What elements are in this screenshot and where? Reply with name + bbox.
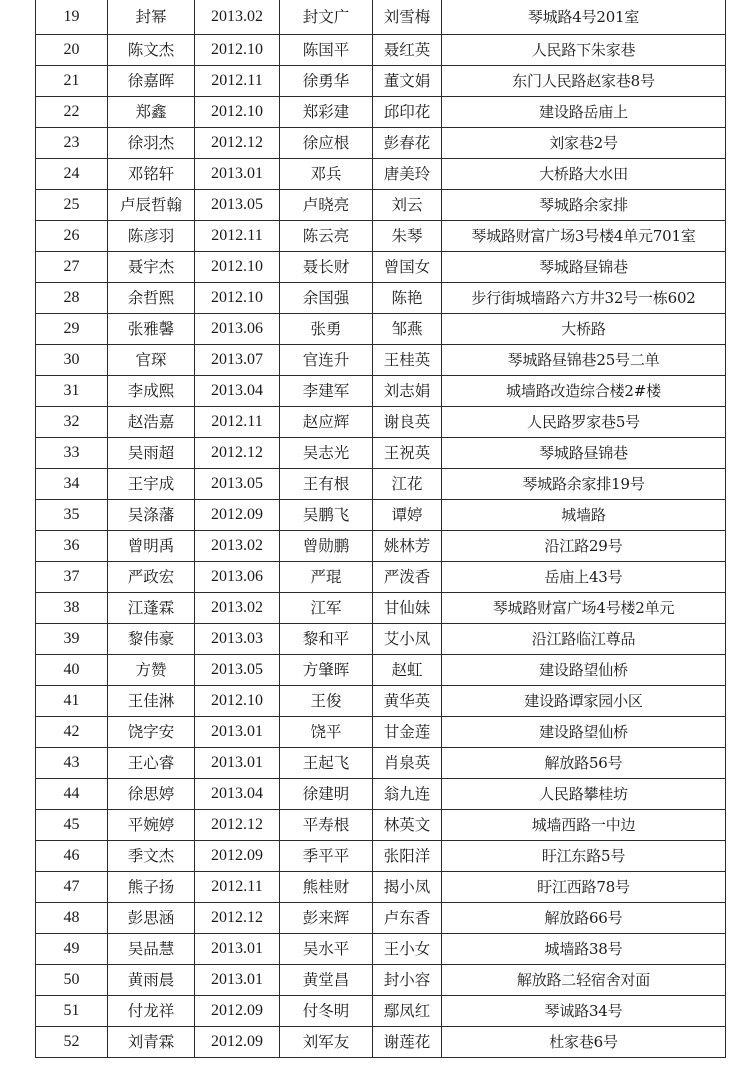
- table-row: [36, 66, 726, 97]
- father-name-cell: 王起飞: [280, 748, 373, 779]
- table-row: [36, 841, 726, 872]
- student-name-cell: 付龙祥: [108, 996, 195, 1027]
- birth-date-cell: 2012.10: [195, 35, 280, 66]
- home-address-cell: 城墙西路一中边: [442, 810, 726, 841]
- father-name-cell: 聂长财: [280, 252, 373, 283]
- home-address-cell: 琴城路昼锦巷: [442, 438, 726, 469]
- student-name-cell: 江蓬霖: [108, 593, 195, 624]
- mother-name-cell: 翁九连: [373, 779, 442, 810]
- student-name-cell: 刘青霖: [108, 1027, 195, 1058]
- birth-date-cell: 2013.07: [195, 345, 280, 376]
- birth-date-cell: 2013.02: [195, 0, 280, 35]
- home-address-cell: 琴城路余家排19号: [442, 469, 726, 500]
- row-number-cell: 20: [36, 35, 108, 66]
- student-name-cell: 王佳淋: [108, 686, 195, 717]
- student-name-cell: 饶字安: [108, 717, 195, 748]
- birth-date-cell: 2013.03: [195, 624, 280, 655]
- father-name-cell: 平寿根: [280, 810, 373, 841]
- father-name-cell: 吴志光: [280, 438, 373, 469]
- home-address-cell: 人民路罗家巷5号: [442, 407, 726, 438]
- father-name-cell: 吴鹏飞: [280, 500, 373, 531]
- home-address-cell: 建设路望仙桥: [442, 717, 726, 748]
- mother-name-cell: 谢莲花: [373, 1027, 442, 1058]
- father-name-cell: 徐应根: [280, 128, 373, 159]
- mother-name-cell: 卢东香: [373, 903, 442, 934]
- father-name-cell: 严琨: [280, 562, 373, 593]
- father-name-cell: 黄堂昌: [280, 965, 373, 996]
- home-address-cell: 岳庙上43号: [442, 562, 726, 593]
- mother-name-cell: 艾小凤: [373, 624, 442, 655]
- row-number-cell: 39: [36, 624, 108, 655]
- home-address-cell: 盱江西路78号: [442, 872, 726, 903]
- home-address-cell: 东门人民路赵家巷8号: [442, 66, 726, 97]
- home-address-cell: 琴城路昼锦巷: [442, 252, 726, 283]
- row-number-cell: 35: [36, 500, 108, 531]
- student-name-cell: 彭思涵: [108, 903, 195, 934]
- home-address-cell: 大桥路大水田: [442, 159, 726, 190]
- mother-name-cell: 刘云: [373, 190, 442, 221]
- home-address-cell: 解放路56号: [442, 748, 726, 779]
- table-row: [36, 624, 726, 655]
- table-row: [36, 221, 726, 252]
- father-name-cell: 季平平: [280, 841, 373, 872]
- table-row: [36, 934, 726, 965]
- mother-name-cell: 甘仙妹: [373, 593, 442, 624]
- home-address-cell: 建设路望仙桥: [442, 655, 726, 686]
- home-address-cell: 建设路谭家园小区: [442, 686, 726, 717]
- father-name-cell: 张勇: [280, 314, 373, 345]
- row-number-cell: 38: [36, 593, 108, 624]
- table-row: [36, 97, 726, 128]
- table-row: [36, 1027, 726, 1058]
- birth-date-cell: 2012.11: [195, 66, 280, 97]
- birth-date-cell: 2012.11: [195, 221, 280, 252]
- table-row: [36, 376, 726, 407]
- mother-name-cell: 张阳洋: [373, 841, 442, 872]
- home-address-cell: 盱江东路5号: [442, 841, 726, 872]
- father-name-cell: 付冬明: [280, 996, 373, 1027]
- student-name-cell: 卢辰哲翰: [108, 190, 195, 221]
- student-name-cell: 黄雨晨: [108, 965, 195, 996]
- home-address-cell: 琴城路昼锦巷25号二单: [442, 345, 726, 376]
- mother-name-cell: 甘金莲: [373, 717, 442, 748]
- table-row: [36, 469, 726, 500]
- row-number-cell: 48: [36, 903, 108, 934]
- mother-name-cell: 谭婷: [373, 500, 442, 531]
- home-address-cell: 琴城路财富广场3号楼4单元701室: [442, 221, 726, 252]
- birth-date-cell: 2012.09: [195, 500, 280, 531]
- birth-date-cell: 2013.01: [195, 965, 280, 996]
- birth-date-cell: 2013.01: [195, 717, 280, 748]
- table-row: [36, 779, 726, 810]
- student-name-cell: 陈彦羽: [108, 221, 195, 252]
- birth-date-cell: 2012.12: [195, 438, 280, 469]
- table-row: [36, 810, 726, 841]
- father-name-cell: 郑彩建: [280, 97, 373, 128]
- mother-name-cell: 刘雪梅: [373, 0, 442, 35]
- student-name-cell: 赵浩嘉: [108, 407, 195, 438]
- table-row: [36, 965, 726, 996]
- home-address-cell: 解放路二轻宿舍对面: [442, 965, 726, 996]
- row-number-cell: 28: [36, 283, 108, 314]
- table-row: [36, 159, 726, 190]
- home-address-cell: 城墙路: [442, 500, 726, 531]
- birth-date-cell: 2012.10: [195, 252, 280, 283]
- student-name-cell: 黎伟豪: [108, 624, 195, 655]
- row-number-cell: 49: [36, 934, 108, 965]
- father-name-cell: 卢晓亮: [280, 190, 373, 221]
- table-row: [36, 903, 726, 934]
- mother-name-cell: 陈艳: [373, 283, 442, 314]
- row-number-cell: 26: [36, 221, 108, 252]
- student-name-cell: 邓铭轩: [108, 159, 195, 190]
- birth-date-cell: 2013.02: [195, 593, 280, 624]
- student-name-cell: 曾明禹: [108, 531, 195, 562]
- mother-name-cell: 邹燕: [373, 314, 442, 345]
- student-name-cell: 季文杰: [108, 841, 195, 872]
- mother-name-cell: 黄华英: [373, 686, 442, 717]
- mother-name-cell: 封小容: [373, 965, 442, 996]
- table-row: [36, 500, 726, 531]
- table-body: [36, 0, 726, 1058]
- father-name-cell: 曾勋鹏: [280, 531, 373, 562]
- mother-name-cell: 林英文: [373, 810, 442, 841]
- student-name-cell: 陈文杰: [108, 35, 195, 66]
- birth-date-cell: 2013.05: [195, 655, 280, 686]
- row-number-cell: 30: [36, 345, 108, 376]
- father-name-cell: 徐勇华: [280, 66, 373, 97]
- birth-date-cell: 2013.06: [195, 562, 280, 593]
- row-number-cell: 50: [36, 965, 108, 996]
- home-address-cell: 沿江路29号: [442, 531, 726, 562]
- row-number-cell: 33: [36, 438, 108, 469]
- father-name-cell: 余国强: [280, 283, 373, 314]
- student-roster-table: [35, 0, 726, 1058]
- row-number-cell: 21: [36, 66, 108, 97]
- mother-name-cell: 唐美玲: [373, 159, 442, 190]
- home-address-cell: 人民路下朱家巷: [442, 35, 726, 66]
- table-row: [36, 717, 726, 748]
- father-name-cell: 邓兵: [280, 159, 373, 190]
- father-name-cell: 王俊: [280, 686, 373, 717]
- father-name-cell: 方肇晖: [280, 655, 373, 686]
- row-number-cell: 40: [36, 655, 108, 686]
- birth-date-cell: 2013.05: [195, 469, 280, 500]
- row-number-cell: 25: [36, 190, 108, 221]
- birth-date-cell: 2012.10: [195, 283, 280, 314]
- mother-name-cell: 王桂英: [373, 345, 442, 376]
- birth-date-cell: 2012.11: [195, 872, 280, 903]
- student-name-cell: 官琛: [108, 345, 195, 376]
- student-name-cell: 徐嘉晖: [108, 66, 195, 97]
- row-number-cell: 22: [36, 97, 108, 128]
- table-row: [36, 748, 726, 779]
- row-number-cell: 34: [36, 469, 108, 500]
- birth-date-cell: 2012.09: [195, 1027, 280, 1058]
- mother-name-cell: 江花: [373, 469, 442, 500]
- home-address-cell: 琴诚路34号: [442, 996, 726, 1027]
- father-name-cell: 李建军: [280, 376, 373, 407]
- father-name-cell: 陈云亮: [280, 221, 373, 252]
- mother-name-cell: 董文娟: [373, 66, 442, 97]
- birth-date-cell: 2012.12: [195, 128, 280, 159]
- birth-date-cell: 2012.12: [195, 810, 280, 841]
- row-number-cell: 29: [36, 314, 108, 345]
- student-name-cell: 余哲熙: [108, 283, 195, 314]
- row-number-cell: 51: [36, 996, 108, 1027]
- row-number-cell: 52: [36, 1027, 108, 1058]
- student-name-cell: 严政宏: [108, 562, 195, 593]
- student-name-cell: 平婉婷: [108, 810, 195, 841]
- home-address-cell: 杜家巷6号: [442, 1027, 726, 1058]
- table-row: [36, 252, 726, 283]
- student-name-cell: 郑鑫: [108, 97, 195, 128]
- row-number-cell: 23: [36, 128, 108, 159]
- student-name-cell: 聂宇杰: [108, 252, 195, 283]
- mother-name-cell: 王祝英: [373, 438, 442, 469]
- student-name-cell: 吴品慧: [108, 934, 195, 965]
- birth-date-cell: 2013.04: [195, 779, 280, 810]
- birth-date-cell: 2013.02: [195, 531, 280, 562]
- row-number-cell: 44: [36, 779, 108, 810]
- mother-name-cell: 刘志娟: [373, 376, 442, 407]
- row-number-cell: 46: [36, 841, 108, 872]
- mother-name-cell: 彭春花: [373, 128, 442, 159]
- birth-date-cell: 2013.05: [195, 190, 280, 221]
- birth-date-cell: 2013.01: [195, 748, 280, 779]
- student-name-cell: 吴雨超: [108, 438, 195, 469]
- table-row: [36, 996, 726, 1027]
- table-row: [36, 345, 726, 376]
- birth-date-cell: 2013.01: [195, 934, 280, 965]
- table-row: [36, 655, 726, 686]
- table-row: [36, 314, 726, 345]
- mother-name-cell: 聂红英: [373, 35, 442, 66]
- row-number-cell: 37: [36, 562, 108, 593]
- table-row: [36, 593, 726, 624]
- father-name-cell: 熊桂财: [280, 872, 373, 903]
- table-row: [36, 531, 726, 562]
- row-number-cell: 32: [36, 407, 108, 438]
- table-row: [36, 190, 726, 221]
- row-number-cell: 42: [36, 717, 108, 748]
- mother-name-cell: 王小女: [373, 934, 442, 965]
- row-number-cell: 41: [36, 686, 108, 717]
- table-row: [36, 283, 726, 314]
- birth-date-cell: 2012.09: [195, 841, 280, 872]
- home-address-cell: 刘家巷2号: [442, 128, 726, 159]
- mother-name-cell: 邱印花: [373, 97, 442, 128]
- mother-name-cell: 赵虹: [373, 655, 442, 686]
- father-name-cell: 官连升: [280, 345, 373, 376]
- birth-date-cell: 2012.12: [195, 903, 280, 934]
- table-row: [36, 686, 726, 717]
- home-address-cell: 解放路66号: [442, 903, 726, 934]
- table-row: [36, 0, 726, 35]
- table-row: [36, 562, 726, 593]
- row-number-cell: 27: [36, 252, 108, 283]
- father-name-cell: 江军: [280, 593, 373, 624]
- home-address-cell: 建设路岳庙上: [442, 97, 726, 128]
- mother-name-cell: 肖泉英: [373, 748, 442, 779]
- mother-name-cell: 揭小凤: [373, 872, 442, 903]
- father-name-cell: 王有根: [280, 469, 373, 500]
- table-row: [36, 128, 726, 159]
- student-name-cell: 李成熙: [108, 376, 195, 407]
- mother-name-cell: 谢良英: [373, 407, 442, 438]
- mother-name-cell: 朱琴: [373, 221, 442, 252]
- table-row: [36, 872, 726, 903]
- row-number-cell: 19: [36, 0, 108, 35]
- father-name-cell: 陈国平: [280, 35, 373, 66]
- student-name-cell: 王心睿: [108, 748, 195, 779]
- birth-date-cell: 2012.10: [195, 686, 280, 717]
- father-name-cell: 刘军友: [280, 1027, 373, 1058]
- table-row: [36, 35, 726, 66]
- student-name-cell: 张雅馨: [108, 314, 195, 345]
- row-number-cell: 43: [36, 748, 108, 779]
- home-address-cell: 大桥路: [442, 314, 726, 345]
- home-address-cell: 琴城路财富广场4号楼2单元: [442, 593, 726, 624]
- student-name-cell: 方赞: [108, 655, 195, 686]
- row-number-cell: 45: [36, 810, 108, 841]
- home-address-cell: 琴城路4号201室: [442, 0, 726, 35]
- table-row: [36, 438, 726, 469]
- mother-name-cell: 鄢凤红: [373, 996, 442, 1027]
- home-address-cell: 沿江路临江尊品: [442, 624, 726, 655]
- home-address-cell: 琴城路余家排: [442, 190, 726, 221]
- student-name-cell: 熊子扬: [108, 872, 195, 903]
- father-name-cell: 彭来辉: [280, 903, 373, 934]
- mother-name-cell: 曾国女: [373, 252, 442, 283]
- row-number-cell: 24: [36, 159, 108, 190]
- birth-date-cell: 2012.10: [195, 97, 280, 128]
- home-address-cell: 人民路攀桂坊: [442, 779, 726, 810]
- home-address-cell: 城墙路改造综合楼2#楼: [442, 376, 726, 407]
- father-name-cell: 徐建明: [280, 779, 373, 810]
- student-name-cell: 徐羽杰: [108, 128, 195, 159]
- row-number-cell: 36: [36, 531, 108, 562]
- birth-date-cell: 2013.04: [195, 376, 280, 407]
- birth-date-cell: 2013.01: [195, 159, 280, 190]
- mother-name-cell: 严泼香: [373, 562, 442, 593]
- mother-name-cell: 姚林芳: [373, 531, 442, 562]
- father-name-cell: 饶平: [280, 717, 373, 748]
- home-address-cell: 城墙路38号: [442, 934, 726, 965]
- student-name-cell: 吴涤藩: [108, 500, 195, 531]
- student-name-cell: 王宇成: [108, 469, 195, 500]
- table-row: [36, 407, 726, 438]
- birth-date-cell: 2013.06: [195, 314, 280, 345]
- birth-date-cell: 2012.11: [195, 407, 280, 438]
- row-number-cell: 31: [36, 376, 108, 407]
- birth-date-cell: 2012.09: [195, 996, 280, 1027]
- father-name-cell: 赵应辉: [280, 407, 373, 438]
- home-address-cell: 步行街城墙路六方井32号一栋602: [442, 283, 726, 314]
- row-number-cell: 47: [36, 872, 108, 903]
- student-name-cell: 徐思婷: [108, 779, 195, 810]
- student-name-cell: 封幂: [108, 0, 195, 35]
- father-name-cell: 黎和平: [280, 624, 373, 655]
- father-name-cell: 吴水平: [280, 934, 373, 965]
- father-name-cell: 封文广: [280, 0, 373, 35]
